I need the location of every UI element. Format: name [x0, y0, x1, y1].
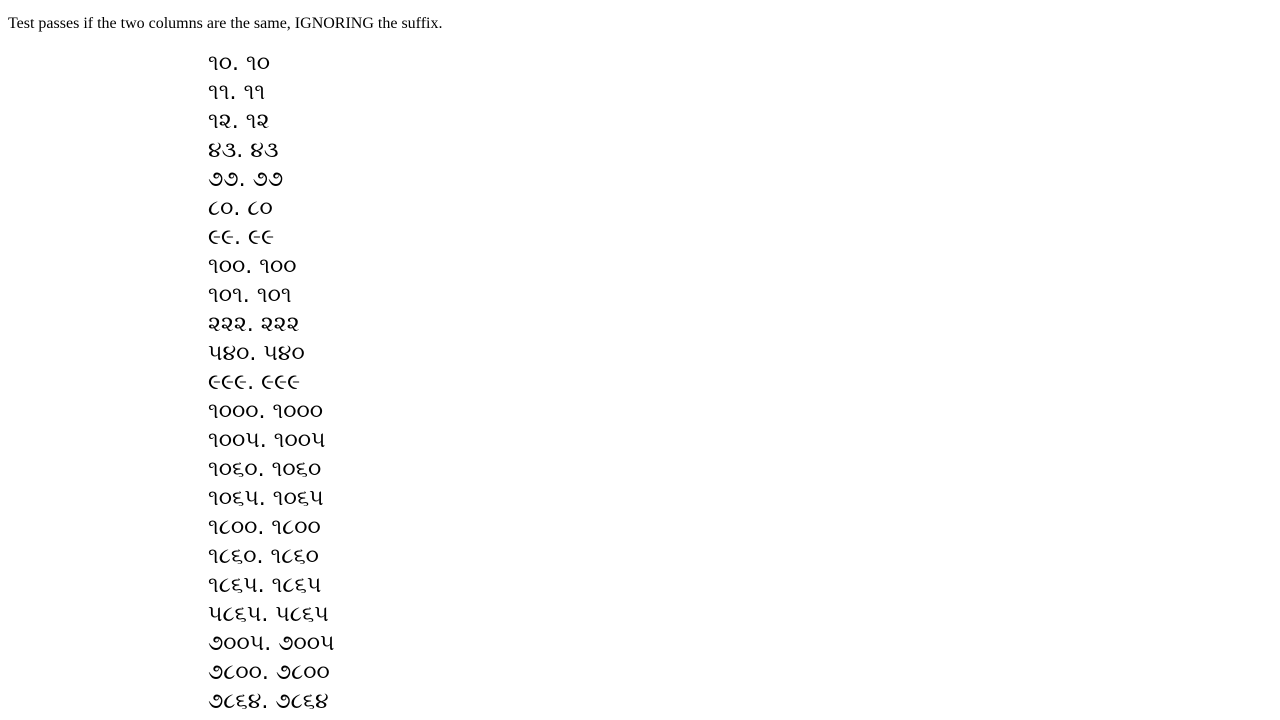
list-item	[208, 252, 334, 281]
list-item-marker: ૪૩.	[208, 138, 244, 163]
list-item-value: ૯૯૯	[261, 370, 301, 395]
list-item-marker: ૧૧.	[208, 80, 237, 105]
list-item-marker: ૧૦૦.	[208, 254, 253, 279]
list-item-marker: ૧૮૦૦.	[208, 515, 265, 540]
list-item	[208, 310, 334, 339]
list-item-value: ૧૦૦૦	[272, 399, 324, 424]
list-item-marker: ૧૦૬૫.	[208, 486, 266, 511]
list-item	[208, 484, 334, 513]
list-item-value: ૧૦૬૦	[271, 457, 322, 482]
list-item	[208, 281, 334, 310]
list-item-marker: ૭૮૬૪.	[208, 689, 269, 714]
list-item-marker: ૯૯.	[208, 225, 242, 250]
list-item-marker: ૧૨.	[208, 109, 239, 134]
list-item-value: ૭૭	[252, 167, 284, 192]
list-item	[208, 513, 334, 542]
list-item	[208, 542, 334, 571]
list-item	[208, 600, 334, 629]
list-item-marker: ૯૯૯.	[208, 370, 255, 395]
list-item	[208, 629, 334, 658]
list-item-value: ૧૦	[246, 51, 271, 76]
list-item-value: ૧૨	[245, 109, 270, 134]
list-item-marker: ૮૦.	[208, 196, 241, 221]
list-item	[208, 455, 334, 484]
list-item	[208, 107, 334, 136]
list-item-value: ૭૮૬૪	[275, 689, 329, 714]
list-item-marker: ૧૦૦૦.	[208, 399, 266, 424]
list-item-value: ૭૦૦૫	[278, 631, 335, 656]
list-item	[208, 223, 334, 252]
numbered-list	[208, 49, 334, 716]
list-item-value: ૫૪૦	[263, 341, 305, 366]
list-item-marker: ૧૦.	[208, 51, 240, 76]
instructions-text: Test passes if the two columns are the same, IGNORING the suffix.	[8, 15, 443, 32]
list-item-marker: ૫૮૬૫.	[208, 602, 269, 627]
list-item	[208, 78, 334, 107]
list-item-value: ૪૩	[250, 138, 279, 163]
list-item	[208, 658, 334, 687]
list-item-value: ૧૮૬૫	[271, 573, 322, 598]
list-item	[208, 194, 334, 223]
list-item-value: ૮૦	[247, 196, 273, 221]
list-item-marker: ૧૮૬૦.	[208, 544, 264, 569]
list-item-marker: ૧૦૦૫.	[208, 428, 267, 453]
list-item	[208, 571, 334, 600]
list-item-value: ૯૯	[248, 225, 275, 250]
list-item-marker: ૧૮૬૫.	[208, 573, 265, 598]
list-item-value: ૧૦૦	[259, 254, 297, 279]
list-item-marker: ૫૪૦.	[208, 341, 257, 366]
list-item-value: ૨૨૨	[260, 312, 300, 337]
list-item-value: ૫૮૬૫	[275, 602, 329, 627]
list-item	[208, 49, 334, 78]
list-item-value: ૧૧	[243, 80, 266, 105]
list-item	[208, 426, 334, 455]
list-item	[208, 368, 334, 397]
list-item-marker: ૨૨૨.	[208, 312, 254, 337]
list-item-marker: ૧૦૧.	[208, 283, 250, 308]
list-item-value: ૭૮૦૦	[275, 660, 330, 685]
list-item	[208, 687, 334, 716]
list-item-marker: ૭૦૦૫.	[208, 631, 272, 656]
list-item-value: ૧૦૧	[256, 283, 292, 308]
list-item-marker: ૭૭.	[208, 167, 246, 192]
list-item-value: ૧૮૬૦	[270, 544, 319, 569]
list-item	[208, 339, 334, 368]
list-item-marker: ૧૦૬૦.	[208, 457, 265, 482]
list-item	[208, 165, 334, 194]
list-item-value: ૧૦૦૫	[273, 428, 326, 453]
list-item-value: ૧૮૦૦	[271, 515, 321, 540]
list-item	[208, 136, 334, 165]
list-item-value: ૧૦૬૫	[272, 486, 324, 511]
list-item-marker: ૭૮૦૦.	[208, 660, 269, 685]
list-item	[208, 397, 334, 426]
